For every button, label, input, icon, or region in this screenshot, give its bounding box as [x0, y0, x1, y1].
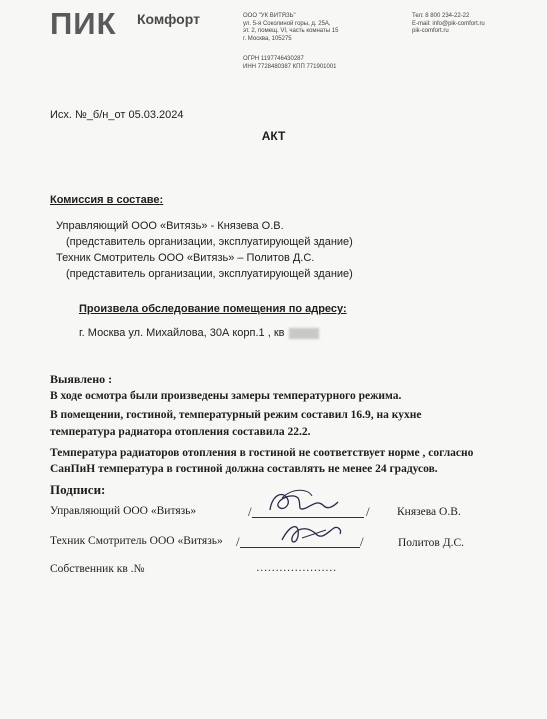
- company-line: ООО "УК ВИТЯЗЬ": [243, 13, 296, 19]
- company-registry-block: [243, 56, 337, 71]
- contact-line: E-mail: info@pik-comfort.ru: [412, 20, 485, 27]
- company-line: эт. 2, помещ. VI, часть комнаты 15: [243, 28, 339, 34]
- document-title: АКТ: [261, 129, 286, 143]
- handwritten-signature: [276, 518, 346, 550]
- commission-member-line: Техник Смотритель ООО «Витязь» – Политов Д.С.: [56, 252, 315, 264]
- findings-paragraph: СанПиН температура в гостиной должна составлять не менее 24 градусов.: [50, 463, 438, 475]
- company-logo: ПИК: [50, 6, 117, 41]
- address-text: г. Москва ул. Михайлова, 30А корп.1 , кв: [79, 327, 285, 339]
- outgoing-reference: Исх. №_б/н_от 05.03.2024: [50, 109, 184, 121]
- findings-paragraph: температура радиатора отопления составила 22.2.: [50, 426, 311, 438]
- signatures-heading: Подписи:: [50, 482, 106, 497]
- signature-slash: /: [236, 534, 240, 549]
- signatory-name: Политов Д.С.: [398, 537, 464, 549]
- owner-signature-label: Собственник кв .№: [50, 563, 145, 575]
- owner-signature-blank: …………………: [256, 562, 337, 574]
- findings-paragraph: Температура радиаторов отопления в гостиной не соответствует норме , согласно: [50, 447, 474, 459]
- company-line: г. Москва, 105275: [243, 35, 292, 42]
- signature-slash: /: [360, 534, 364, 549]
- contact-line: Тел: 8 800 234-22-22: [412, 13, 470, 19]
- company-address-block: [243, 13, 338, 43]
- signature-role: Управляющий ООО «Витязь»: [50, 505, 197, 517]
- signature-role: Техник Смотритель ООО «Витязь»: [50, 535, 223, 547]
- signature-slash: /: [248, 504, 252, 519]
- company-logo-subtitle: Комфорт: [137, 11, 200, 27]
- commission-member-note: (представитель организации, эксплуатирующей здание): [66, 236, 353, 248]
- company-contacts-block: [412, 13, 485, 36]
- findings-paragraph: В помещении, гостиной, температурный режим составил 16.9, на кухне: [50, 409, 422, 421]
- signature-slash: /: [366, 504, 370, 519]
- findings-paragraph: В ходе осмотра были произведены замеры температурного режима.: [50, 390, 402, 402]
- redacted-apartment-number: [289, 328, 319, 339]
- inspection-address: [79, 327, 319, 339]
- registry-line: ОГРН 1197746430287: [243, 56, 304, 62]
- inspection-heading: Произвела обследование помещения по адресу:: [79, 303, 347, 315]
- company-line: ул. 5-я Соколиной горы, д. 25А,: [243, 20, 331, 27]
- commission-heading: Комиссия в составе:: [50, 194, 164, 206]
- findings-heading: Выявлено :: [50, 372, 113, 386]
- commission-member-line: Управляющий ООО «Витязь» - Князева О.В.: [56, 220, 284, 232]
- handwritten-signature: [262, 486, 342, 520]
- contact-line: pik-comfort.ru: [412, 28, 449, 34]
- signatory-name: Князева О.В.: [397, 506, 461, 518]
- registry-line: ИНН 7728480387 КПП 771901001: [243, 63, 337, 70]
- commission-member-note: (представитель организации, эксплуатирующей здание): [66, 268, 353, 280]
